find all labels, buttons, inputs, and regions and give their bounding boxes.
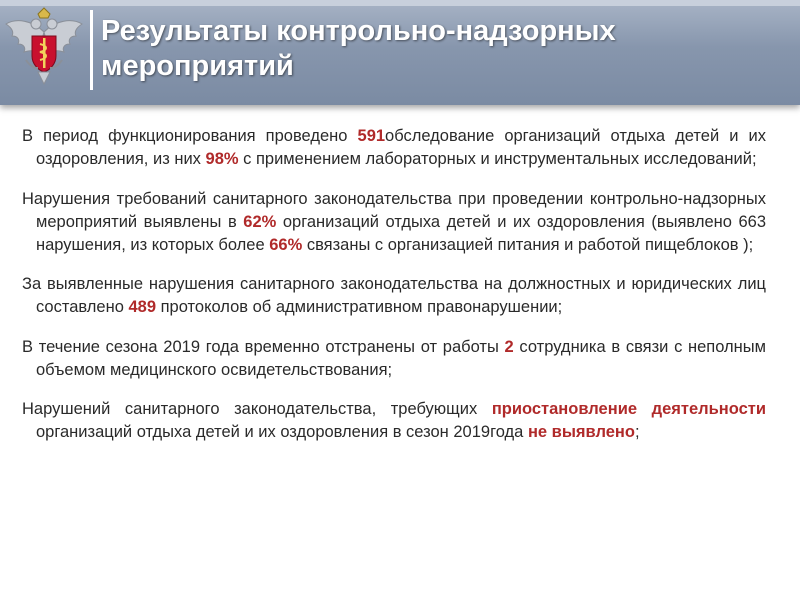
item3-number-1: 489 (128, 298, 157, 316)
header-top-band (0, 0, 800, 6)
item5-highlight-2: не выявлено (527, 423, 635, 441)
item4-text-2: сотрудника в связи с неполным объемом медицинского освидетельствования; (36, 337, 766, 379)
item3-text-2: протоколов об административном правонарушении; (156, 298, 563, 316)
item1-text-1: В период функционирования проведено (22, 127, 358, 145)
item5-text-3: ; (634, 423, 640, 441)
item5-text-1: Нарушений санитарного законодательства, требующих (22, 400, 492, 418)
item1-text-3: с применением лабораторных и инструментальных исследований; (238, 150, 757, 168)
header-banner (0, 0, 800, 105)
item3-text-1: За выявленные нарушения санитарного законодательства на должностных и юридических лиц составлено (22, 275, 766, 316)
list-item (22, 188, 766, 257)
item2-text-3: связаны с организацией питания и работой пищеблоков ); (302, 235, 754, 254)
rospotrebnadzor-emblem-icon (2, 2, 86, 88)
list-item (22, 336, 766, 382)
header-divider (90, 10, 93, 90)
item5-text-2: организаций отдыха детей и их оздоровления в сезон 2019года (36, 423, 528, 441)
item1-number-2: 98% (205, 150, 239, 168)
item2-text-2: организаций отдыха детей и их оздоровления (выявлено 663 нарушения, из которых более (36, 212, 766, 254)
item4-text-1: В течение сезона 2019 года временно отстранены от работы (22, 337, 505, 356)
item2-text-1: Нарушения требований санитарного законодательства при проведении контрольно-надзорных мероприятий выявлены в (22, 189, 766, 231)
item1-number-1: 591 (357, 127, 386, 145)
page-title (101, 14, 759, 84)
title-line-2: мероприятий (101, 50, 294, 82)
item2-number-1: 62% (243, 212, 277, 231)
list-item (22, 273, 766, 319)
item2-number-2: 66% (269, 235, 303, 254)
list-item (22, 398, 766, 444)
item4-number-1: 2 (504, 337, 514, 356)
item1-text-2: обследование организаций отдыха детей и их оздоровления, из них (36, 127, 766, 168)
list-item (22, 125, 766, 171)
results-list (22, 125, 766, 444)
title-line-1: Результаты контрольно-надзорных (101, 15, 616, 47)
item5-highlight-1: приостановление деятельности (491, 400, 766, 418)
